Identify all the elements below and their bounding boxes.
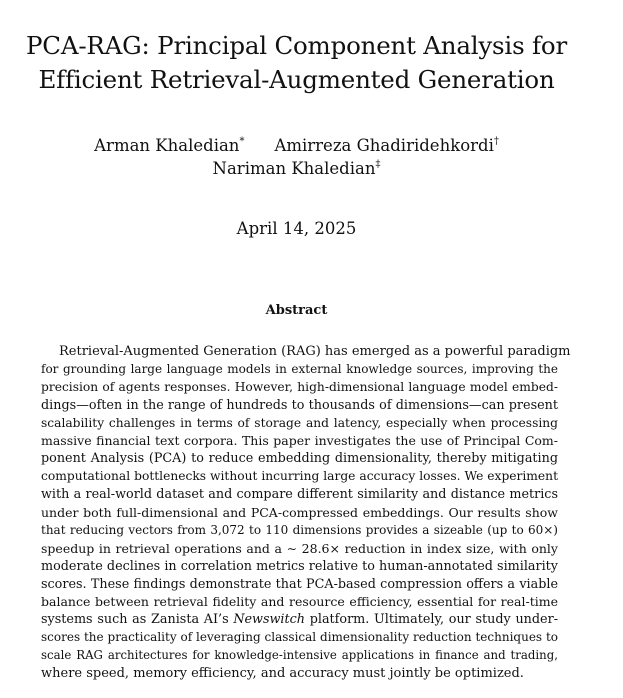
abstract-line: speedup in retrieval operations and a ∼ 28.6× reduction in index size, with only [41, 540, 558, 556]
abstract-line: with a real-world dataset and compare different similarity and distance metrics [41, 487, 558, 503]
abstract-line: precision of agents responses. However, high-dimensional language model embed- [41, 379, 558, 394]
paper-title [0, 29, 593, 97]
abstract-line: computational bottlenecks without incurring large accuracy losses. We experiment [41, 469, 558, 484]
abstract-line: scalability challenges in terms of storage and latency, especially when processing [41, 415, 558, 430]
abstract-line: scores. These findings demonstrate that PCA-based compression offers a viable [41, 576, 558, 592]
abstract-line: moderate declines in correlation metrics relative to human-annotated similarity [41, 558, 558, 574]
author-name: Nariman Khaledian [212, 159, 376, 178]
author-name: Arman Khaledian [94, 136, 240, 155]
author-3 [213, 157, 381, 180]
abstract-line: massive financial text corpora. This paper investigates the use of Principal Com- [41, 433, 558, 449]
author-block [0, 134, 593, 180]
abstract-body [41, 343, 571, 683]
author-name: Amirreza Ghadiridehkordi [274, 136, 494, 155]
product-name-newswitch: Newswitch [233, 612, 305, 628]
abstract-line: Retrieval-Augmented Generation (RAG) has emerged as a powerful paradigm [59, 344, 571, 359]
abstract-line: dings—often in the range of hundreds to thousands of dimensions—can present [41, 397, 558, 413]
author-affiliation-mark: ‡ [375, 159, 381, 170]
abstract-line: scores the practicality of leveraging classical dimensionality reduction techniques to [41, 630, 558, 645]
abstract-line: scale RAG architectures for knowledge-intensive applications in finance and trading, [41, 648, 558, 663]
author-2 [274, 134, 498, 157]
abstract-line: that reducing vectors from 3,072 to 110 dimensions provides a sizeable (up to 60×) [41, 522, 558, 537]
abstract-line: ponent Analysis (PCA) to reduce embedding dimensionality, thereby mitigating [41, 451, 558, 467]
author-affiliation-mark: * [239, 136, 245, 147]
author-1 [94, 134, 244, 157]
abstract-line: for grounding large language models in external knowledge sources, improving the [41, 361, 558, 376]
abstract-line [41, 611, 558, 629]
abstract-heading: Abstract [265, 303, 328, 318]
abstract-line: balance between retrieval fidelity and resource efficiency, essential for real-time [41, 594, 558, 610]
publication-date: April 14, 2025 [236, 219, 357, 238]
abstract-line: where speed, memory efficiency, and accuracy must jointly be optimized. [41, 666, 524, 682]
author-affiliation-mark: † [493, 136, 499, 147]
title-line-1: PCA-RAG: Principal Component Analysis for [26, 31, 567, 60]
abstract-fragment: platform. Ultimately, our study under- [304, 612, 558, 628]
title-line-2: Efficient Retrieval-Augmented Generation [38, 65, 555, 94]
abstract-fragment: systems such as Zanista AI’s [41, 612, 234, 628]
abstract-line: under both full-dimensional and PCA-compressed embeddings. Our results show [41, 505, 558, 521]
